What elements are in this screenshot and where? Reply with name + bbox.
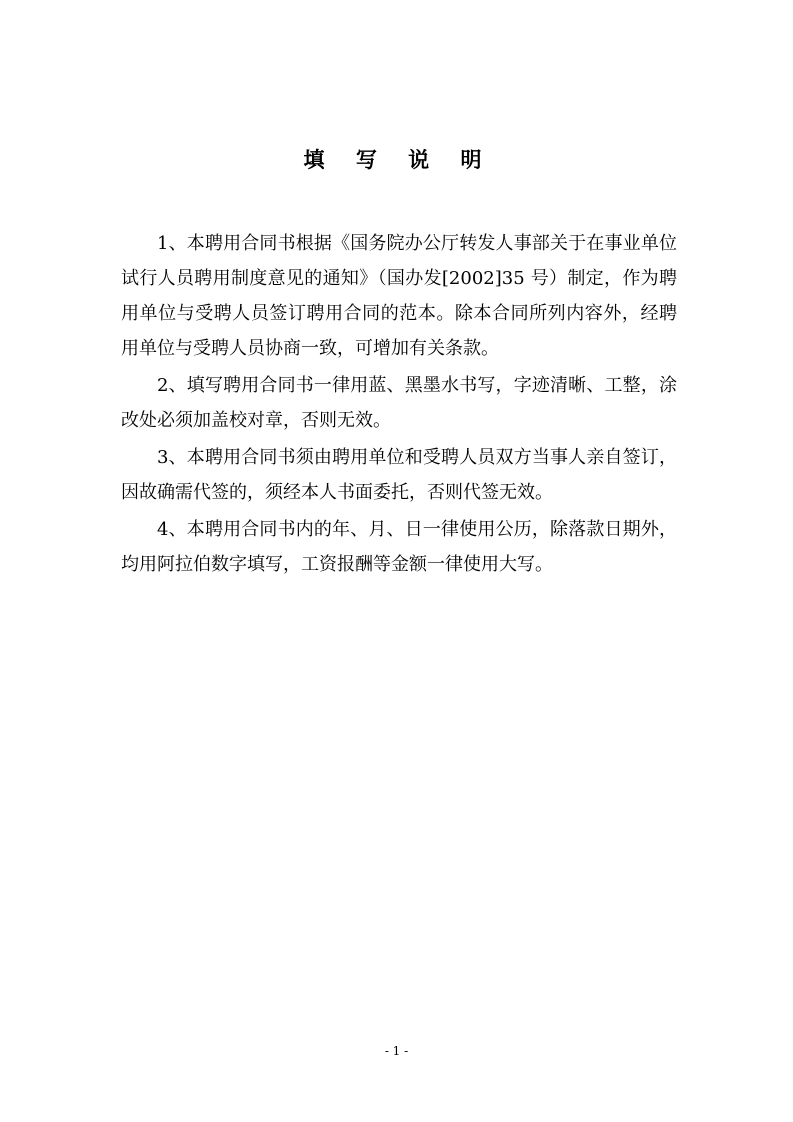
instructions-body	[121, 226, 677, 584]
instruction-paragraph-3: 3、本聘用合同书须由聘用单位和受聘人员双方当事人亲自签订，因故确需代签的，须经本人书面委托，否则代签无效。	[121, 447, 677, 503]
instruction-paragraph-4: 4、本聘用合同书内的年、月、日一律使用公历，除落款日期外，均用阿拉伯数字填写，工资报酬等金额一律使用大写。	[121, 519, 677, 575]
page-title: 填 写 说 明	[303, 147, 494, 172]
instruction-paragraph-1: 1、本聘用合同书根据《国务院办公厅转发人事部关于在事业单位试行人员聘用制度意见的通知》（国办发[2002]35 号）制定，作为聘用单位与受聘人员签订聘用合同的范本。除本合同所列内容外，经聘用单位与受聘人员协商一致，可增加有关条款。	[121, 233, 677, 359]
page-number: - 1 -	[384, 1044, 409, 1058]
instruction-paragraph-2: 2、填写聘用合同书一律用蓝、黑墨水书写，字迹清晰、工整，涂改处必须加盖校对章，否则无效。	[121, 375, 677, 431]
